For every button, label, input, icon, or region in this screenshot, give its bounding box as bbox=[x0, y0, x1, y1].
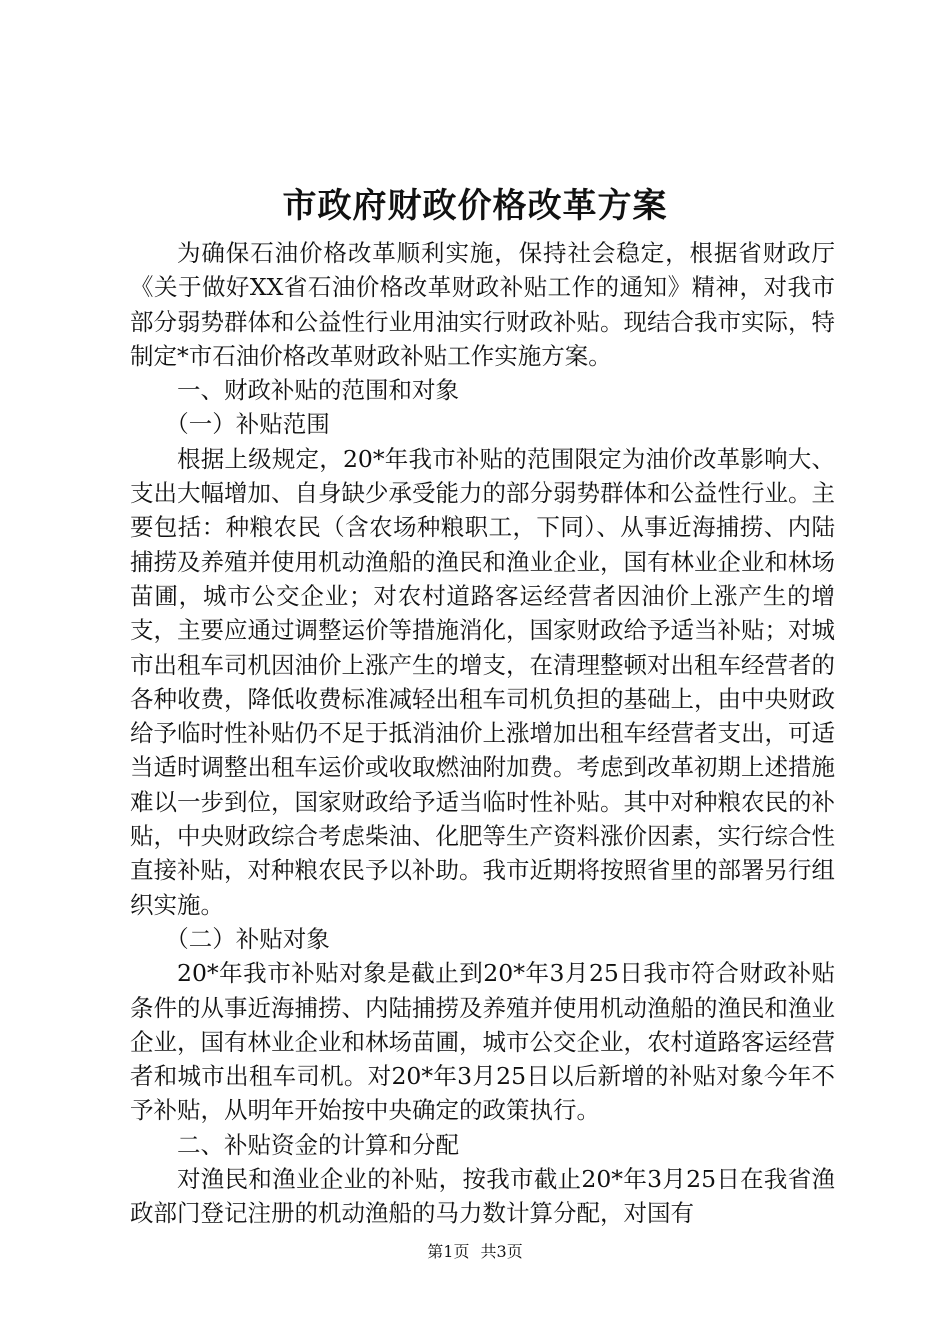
objects-paragraph: 20*年我市补贴对象是截止到20*年3月25日我市符合财政补贴条件的从事近海捕捞、内陆捕捞及养殖并使用机动渔船的渔民和渔业企业，国有林业企业和林场苗圃，城市公交企业，农村道路客运经营者和城市出租车司机。对20*年3月25日以后新增的补贴对象今年不予补贴，从明年开始按中央确定的政策执行。 bbox=[130, 959, 835, 1125]
intro-paragraph: 为确保石油价格改革顺利实施，保持社会稳定，根据省财政厅《关于做好XX省石油价格改革财政补贴工作的通知》精神，对我市部分弱势群体和公益性行业用油实行财政补贴。现结合我市实际，特制定*市石油价格改革财政补贴工作实施方案。 bbox=[130, 239, 835, 370]
subsection-heading-2: （二）补贴对象 bbox=[165, 924, 330, 953]
allocation-paragraph: 对渔民和渔业企业的补贴，按我市截止20*年3月25日在我省渔政部门登记注册的机动渔船的马力数计算分配，对国有 bbox=[130, 1165, 835, 1228]
section-heading-2: 二、补贴资金的计算和分配 bbox=[177, 1130, 459, 1159]
document-body bbox=[130, 236, 835, 1231]
page-number: 第1页 bbox=[427, 1242, 470, 1261]
subsection-heading-1: （一）补贴范围 bbox=[165, 410, 330, 439]
page-total: 共3页 bbox=[480, 1242, 523, 1261]
scope-paragraph: 根据上级规定，20*年我市补贴的范围限定为油价改革影响大、支出大幅增加、自身缺少承受能力的部分弱势群体和公益性行业。主要包括：种粮农民（含农场种粮职工，下同）、从事近海捕捞、内陆捕捞及养殖并使用机动渔船的渔民和渔业企业，国有林业企业和林场苗圃，城市公交企业；对农村道路客运经营者因油价上涨产生的增支，主要应通过调整运价等措施消化，国家财政给予适当补贴；对城市出租车司机因油价上涨产生的增支，在清理整顿对出租车经营者的各种收费，降低收费标准减轻出租车司机负担的基础上，由中央财政给予临时性补贴仍不足于抵消油价上涨增加出租车经营者支出，可适当适时调整出租车运价或收取燃油附加费。考虑到改革初期上述措施难以一步到位，国家财政给予适当临时性补贴。其中对种粮农民的补贴，中央财政综合考虑柴油、化肥等生产资料涨价因素，实行综合性直接补贴，对种粮农民予以补助。我市近期将按照省里的部署另行组织实施。 bbox=[130, 444, 835, 919]
section-heading-1: 一、财政补贴的范围和对象 bbox=[177, 376, 459, 405]
page-footer bbox=[0, 1240, 950, 1264]
document-title: 市政府财政价格改革方案 bbox=[282, 186, 668, 226]
